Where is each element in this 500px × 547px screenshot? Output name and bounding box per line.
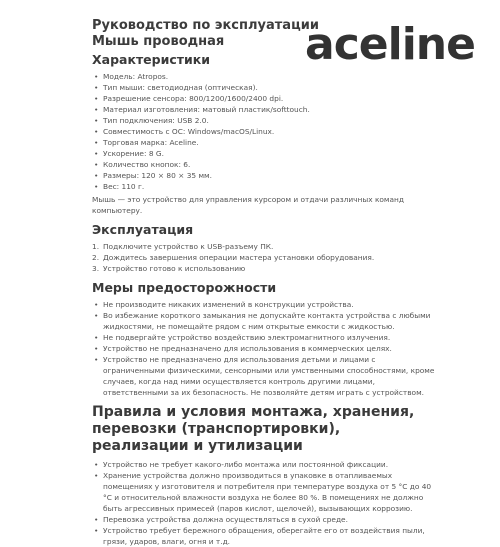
product-description: Мышь — это устройство для управления курсором и отдачи различных команд компьютеру.	[92, 195, 404, 215]
safety-item: • Устройство не предназначено для использования в коммерческих целях.	[92, 343, 437, 354]
rules-list	[92, 459, 437, 547]
spec-item: • Разрешение сенсора: 800/1200/1600/2400 dpi.	[92, 93, 437, 104]
spec-item: • Количество кнопок: 6.	[92, 159, 437, 170]
spec-item: • Ускорение: 8 G.	[92, 148, 437, 159]
rules-item: • Устройство не требует какого-либо монтажа или постоянной фиксации.	[92, 459, 437, 470]
document-title: Руководство по эксплуатации	[92, 18, 319, 33]
specs-heading: Характеристики	[92, 52, 211, 67]
safety-item: • Не производите никаких изменений в конструкции устройства.	[92, 299, 437, 310]
rules-item: • Хранение устройства должно производиться в упаковке в отапливаемых помещениях у изготовителя и потребителя при температуре воздуха от 5 °С до 40 °С и относительной влажности воздуха не более 80 %. В помещениях не должно быть агрессивных примесей (паров кислот, щелочей), вызывающих коррозию.	[92, 470, 437, 514]
specs-list	[92, 71, 437, 192]
product-name: Мышь проводная	[92, 34, 225, 49]
rules-heading: Правила и условия монтажа, хранения, перевозки (транспортировки), реализации и утилизации	[92, 404, 415, 454]
spec-item: • Материал изготовления: матовый пластик/softtouch.	[92, 104, 437, 115]
rules-item: • Перевозка устройства должна осуществляться в сухой среде.	[92, 514, 437, 525]
step-number: 2.	[92, 253, 100, 262]
safety-item: • Устройство не предназначено для использования детьми и лицами с ограниченными физическими, сенсорными или умственными способностями, кроме случаев, когда над ними осуществляется контроль другими лицами, ответственными за их безопасность. Не позволяйте детям играть с устройством.	[92, 354, 437, 398]
step-text: Устройство готово к использованию	[103, 264, 246, 273]
step-text: Подключите устройство к USB-разъему ПК.	[103, 242, 274, 251]
safety-heading: Меры предосторожности	[92, 280, 277, 295]
spec-item: • Торговая марка: Aceline.	[92, 137, 437, 148]
spec-item: • Совместимость с ОС: Windows/macOS/Linux.	[92, 126, 437, 137]
step-number: 3.	[92, 264, 100, 273]
step-text: Дождитесь завершения операции мастера установки оборудования.	[103, 253, 375, 262]
spec-item: • Размеры: 120 × 80 × 35 мм.	[92, 170, 437, 181]
manual-content	[92, 52, 437, 547]
safety-item: • Во избежание короткого замыкания не допускайте контакта устройства с любыми жидкостями, не помещайте рядом с ним открытые емкости с жидкостью.	[92, 310, 437, 332]
operation-step	[92, 241, 437, 252]
rules-item: • Устройство требует бережного обращения, оберегайте его от воздействия пыли, грязи, ударов, влаги, огня и т.д.	[92, 525, 437, 547]
operation-steps	[92, 241, 437, 274]
spec-item: • Тип подключения: USB 2.0.	[92, 115, 437, 126]
safety-list	[92, 299, 437, 398]
operation-step	[92, 252, 437, 263]
operation-step	[92, 263, 437, 274]
spec-item: • Модель: Atropos.	[92, 71, 437, 82]
safety-item: • Не подвергайте устройство воздействию электромагнитного излучения.	[92, 332, 437, 343]
spec-item: • Вес: 110 г.	[92, 181, 437, 192]
brand-logo: aceline	[305, 19, 475, 70]
document-header	[92, 18, 319, 50]
spec-item: • Тип мыши: светодиодная (оптическая).	[92, 82, 437, 93]
operation-heading: Эксплуатация	[92, 222, 194, 237]
step-number: 1.	[92, 242, 100, 251]
